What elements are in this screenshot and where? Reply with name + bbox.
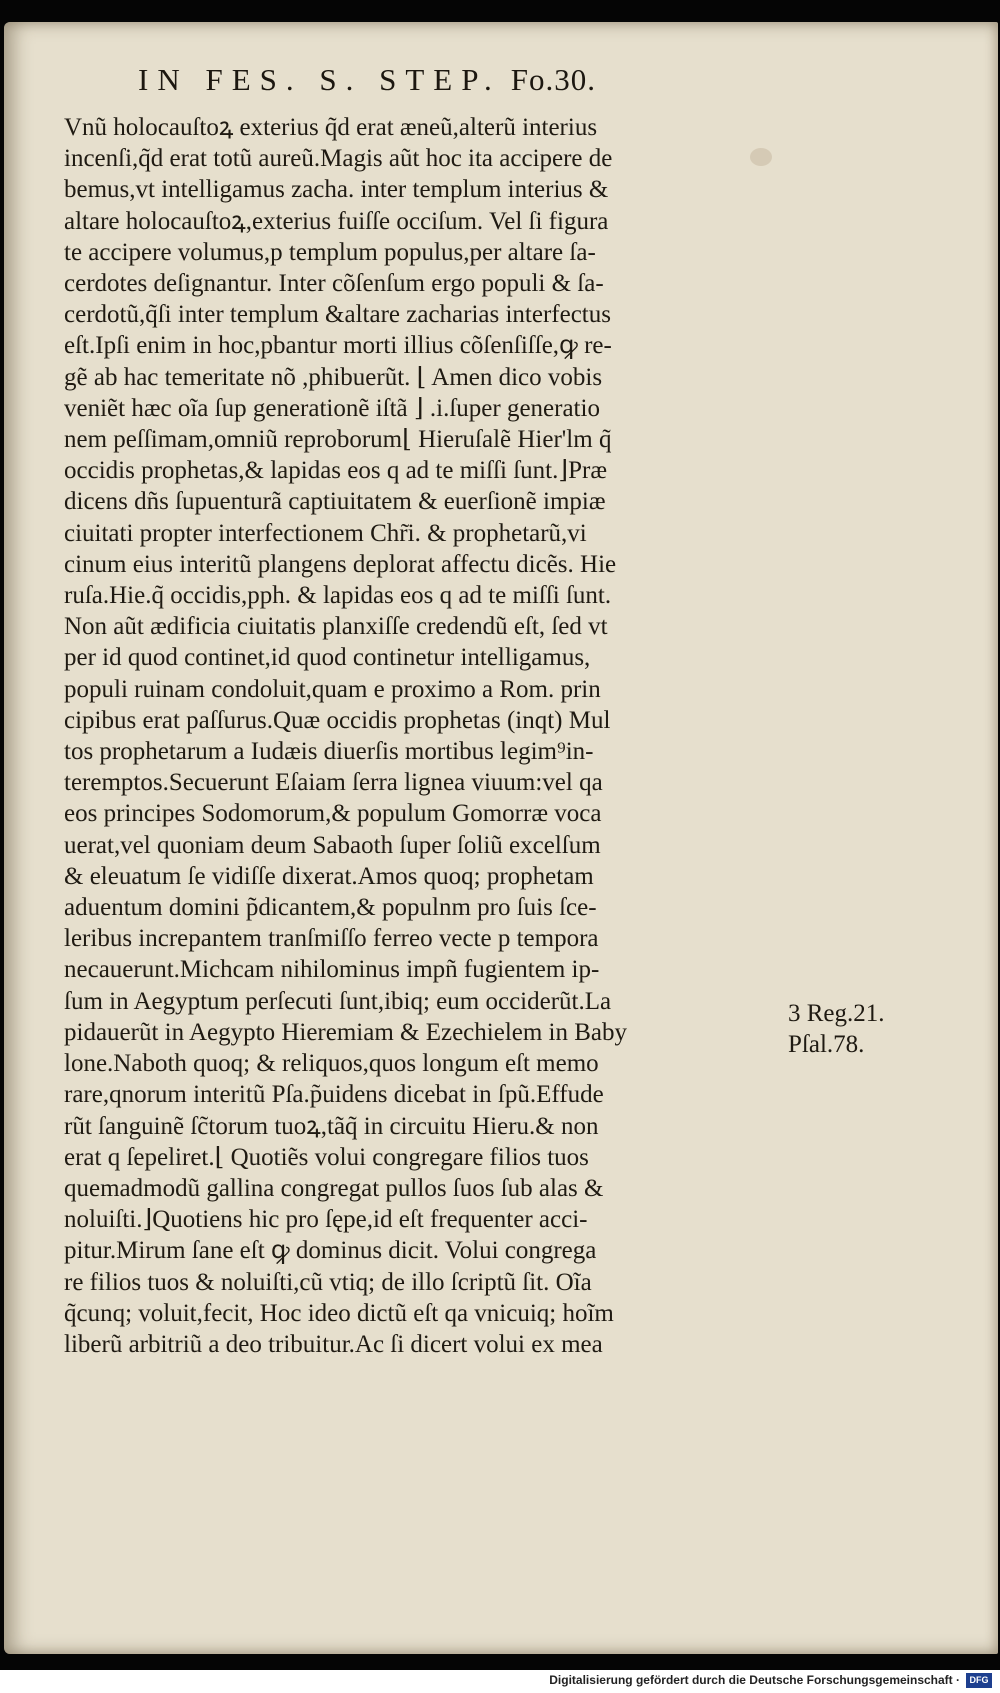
text-line: bemus,vt intelligamus zacha. inter templum interius & <box>64 176 609 204</box>
text-line: noluiſti.⌋Quotiens hic pro ſępe,id eſt frequenter acci- <box>64 1206 588 1234</box>
text-line: lone.Naboth quoq; & reliquos,quos longum eſt memo <box>64 1050 599 1078</box>
text-line: teremptos.Secuerunt Eſaiam ſerra lignea viuum:vel qa <box>64 769 603 797</box>
text-line: gẽ ab hac temeritate nõ ,phibuerũt. ⌊ Amen dico vobis <box>64 363 603 391</box>
text-line: tos prophetarum a Iudæis diuerſis mortibus legim⁹in- <box>64 738 594 766</box>
running-head-title: IN FES. S. STEP. <box>138 62 501 97</box>
folio-number: Fo.30. <box>510 62 597 97</box>
running-head <box>138 62 698 98</box>
dfg-logo-icon: DFG <box>966 1673 992 1688</box>
text-line: Non aũt ædificia ciuitatis planxiſſe credendũ eſt, ſed vt <box>64 613 608 641</box>
text-line: dicens dñs ſupuenturã captiuitatem & euerſionẽ impiæ <box>64 488 606 516</box>
text-line: re filios tuos & noluiſti,cũ vtiq; de illo ſcriptũ ſit. Oĩa <box>64 1268 592 1296</box>
text-line: q̃cunq; voluit,fecit, Hoc ideo dictũ eſt qa vnicuiq; hoĩm <box>64 1299 614 1327</box>
text-line: te accipere volumus,p templum populus,per altare ſa- <box>64 238 596 266</box>
text-line: occidis prophetas,& lapidas eos q ad te miſſi ſunt.⌋Præ <box>64 457 608 485</box>
marginal-notes <box>788 998 885 1060</box>
text-line: altare holocauſtoꝝ,exterius fuiſſe occiſum. Vel ſi figura <box>64 207 609 235</box>
text-line: necauerunt.Michcam nihilominus impñ fugientem ip- <box>64 956 600 984</box>
text-line: pidauerũt in Aegypto Hieremiam & Ezechielem in Baby <box>64 1018 628 1046</box>
text-line: erat q ſepeliret.⌊ Quotiẽs volui congregare filios tuos <box>64 1143 589 1171</box>
text-line: ciuitati propter interfectionem Chr̃i. & prophetarũ,vi <box>64 519 587 547</box>
text-line: aduentum domini p̃dicantem,& populnm pro ſuis ſce- <box>64 894 597 922</box>
text-line: incenſi,q̃d erat totũ aureũ.Magis aũt hoc ita accipere de <box>64 145 613 173</box>
text-line: pitur.Mirum ſane eſt ꝙ dominus dicit. Volui congrega <box>64 1237 597 1265</box>
digitization-footer <box>0 1670 1000 1693</box>
text-line: ſum in Aegyptum perſecuti ſunt,ibiq; eum occiderũt.La <box>64 987 612 1015</box>
text-line: nem peſſimam,omniũ reproborum⌊ Hieruſalẽ Hier'lm q̃ <box>64 426 612 454</box>
text-line: leribus increpantem tranſmiſſo ferreo vecte p tempora <box>64 925 599 953</box>
text-line: cerdotũ,q̃ſi inter templum &altare zacharias interfectus <box>64 301 611 329</box>
text-line: per id quod continet,id quod continetur intelligamus, <box>64 644 591 672</box>
text-line: rũt ſanguinẽ ſc̃torum tuoꝝ,tãq̃ in circuitu Hieru.& non <box>64 1112 599 1140</box>
marginal-note-reg: 3 Reg.21. <box>788 1000 885 1027</box>
text-line: cipibus erat paſſurus.Quæ occidis prophetas (inqt) Mul <box>64 706 611 734</box>
text-line: & eleuatum ſe vidiſſe dixerat.Amos quoq; prophetam <box>64 862 594 890</box>
text-line: veniẽt hæc oĩa ſup generationẽ iſtã ⌋ .i.ſuper generatio <box>64 394 600 422</box>
text-line: eos principes Sodomorum,& populum Gomorræ voca <box>64 800 602 828</box>
text-line: liberũ arbitriũ a deo tribuitur.Ac ſi dicert volui ex mea <box>64 1330 603 1358</box>
marginal-note-psal: Pſal.78. <box>788 1031 865 1059</box>
text-line: Vnũ holocauſtoꝝ exterius q̃d erat æneũ,alterũ interius <box>64 114 598 141</box>
text-line: rare,qnorum interitũ Pſa.p̃uidens dicebat in ſpũ.Effude <box>64 1081 604 1109</box>
main-text-block <box>64 112 764 1360</box>
text-line: populi ruinam condoluit,quam e proximo a Rom. prin <box>64 675 601 703</box>
text-line: ruſa.Hie.q̃ occidis,pph. & lapidas eos q ad te miſſi ſunt. <box>64 582 612 610</box>
text-line: cinum eius interitũ plangens deplorat affectu dicẽs. Hie <box>64 550 617 578</box>
text-line: cerdotes deſignantur. Inter cõſenſum ergo populi & ſa- <box>64 270 604 298</box>
dfg-credit-text: Digitalisierung gefördert durch die Deutsche Forschungsgemeinschaft · <box>549 1673 960 1687</box>
text-line: quemadmodũ gallina congregat pullos ſuos ſub alas & <box>64 1174 604 1202</box>
text-line: eſt.Ipſi enim in hoc,pbantur morti illius cõſenſiſſe,ꝙ re- <box>64 332 612 360</box>
text-line: uerat,vel quoniam deum Sabaoth ſuper ſoliũ excelſum <box>64 831 601 859</box>
